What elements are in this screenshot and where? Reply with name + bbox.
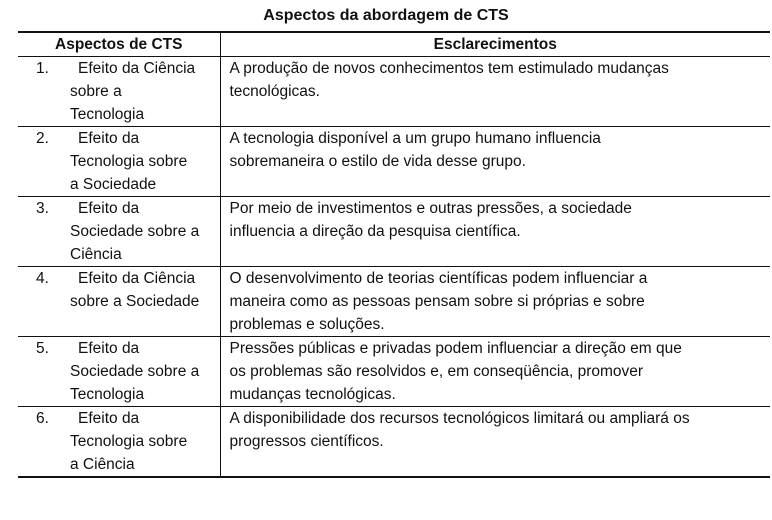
aspect-line: Sociedade sobre a [70,363,200,380]
aspect-content [18,197,220,266]
aspect-content [18,267,220,336]
aspect-line: Efeito da Ciência [78,60,196,77]
description-line: mudanças tecnológicas. [229,386,396,403]
aspect-cell [18,267,220,337]
cts-aspects-table [18,31,770,478]
aspect-text [70,337,220,406]
aspect-text [70,57,220,126]
aspect-line: Tecnologia [70,106,145,123]
description-line: Pressões públicas e privadas podem influenciar a direção em que [229,340,682,357]
aspect-line: Ciência [70,246,122,263]
aspect-number: 3. [36,200,49,217]
description-content [221,337,771,406]
table-row [18,197,770,267]
aspect-line: Sociedade sobre a [70,223,200,240]
description-line: influencia a direção da pesquisa científica. [229,223,521,240]
aspect-content [18,57,220,126]
aspect-line: Tecnologia sobre [70,433,188,450]
description-cell [220,337,770,407]
aspect-content [18,407,220,476]
aspect-number: 6. [36,410,49,427]
aspect-line: sobre a [70,83,122,100]
description-line: problemas e soluções. [229,316,385,333]
description-cell [220,197,770,267]
description-line: A disponibilidade dos recursos tecnológicos limitará ou ampliará os [229,410,690,427]
table-row [18,267,770,337]
aspect-content [18,337,220,406]
description-cell [220,267,770,337]
aspect-line: Tecnologia sobre [70,153,188,170]
table-header-row [18,32,770,57]
description-line: tecnológicas. [229,83,320,100]
aspect-line: Efeito da [78,340,140,357]
table-row [18,337,770,407]
aspect-line: a Sociedade [70,176,157,193]
description-line: A produção de novos conhecimentos tem estimulado mudanças [229,60,669,77]
aspect-line: Efeito da Ciência [78,270,196,287]
description-line: sobremaneira o estilo de vida desse grupo. [229,153,526,170]
description-cell [220,407,770,478]
aspect-cell [18,337,220,407]
description-line: A tecnologia disponível a um grupo humano influencia [229,130,601,147]
column-header-clarifications: Esclarecimentos [220,32,770,57]
description-content [221,197,771,266]
table-row [18,57,770,127]
aspect-text [70,267,220,336]
aspect-line: a Ciência [70,456,135,473]
aspect-number: 5. [36,340,49,357]
table-title: Aspectos da abordagem de CTS [263,7,509,24]
aspect-number: 1. [36,60,49,77]
table-row [18,407,770,478]
description-line: Por meio de investimentos e outras pressões, a sociedade [229,200,632,217]
aspect-cell [18,197,220,267]
aspect-text [70,407,220,476]
description-line: O desenvolvimento de teorias científicas podem influenciar a [229,270,648,287]
aspect-line: Efeito da [78,410,140,427]
aspect-text [70,197,220,266]
description-content [221,57,771,126]
aspect-line: Tecnologia [70,386,145,403]
aspect-line: Efeito da [78,200,140,217]
description-line: progressos científicos. [229,433,384,450]
aspect-text [70,127,220,196]
description-content [221,127,771,196]
description-content [221,407,771,476]
aspect-content [18,127,220,196]
aspect-cell [18,57,220,127]
description-content [221,267,771,336]
aspect-line: sobre a Sociedade [70,293,200,310]
description-cell [220,57,770,127]
aspect-number: 2. [36,130,49,147]
description-line: maneira como as pessoas pensam sobre si próprias e sobre [229,293,645,310]
description-cell [220,127,770,197]
column-header-aspects: Aspectos de CTS [18,32,220,57]
aspect-line: Efeito da [78,130,140,147]
aspect-number: 4. [36,270,49,287]
aspect-cell [18,407,220,478]
table-body [18,57,770,478]
aspect-cell [18,127,220,197]
description-line: os problemas são resolvidos e, em conseqüência, promover [229,363,644,380]
table-row [18,127,770,197]
